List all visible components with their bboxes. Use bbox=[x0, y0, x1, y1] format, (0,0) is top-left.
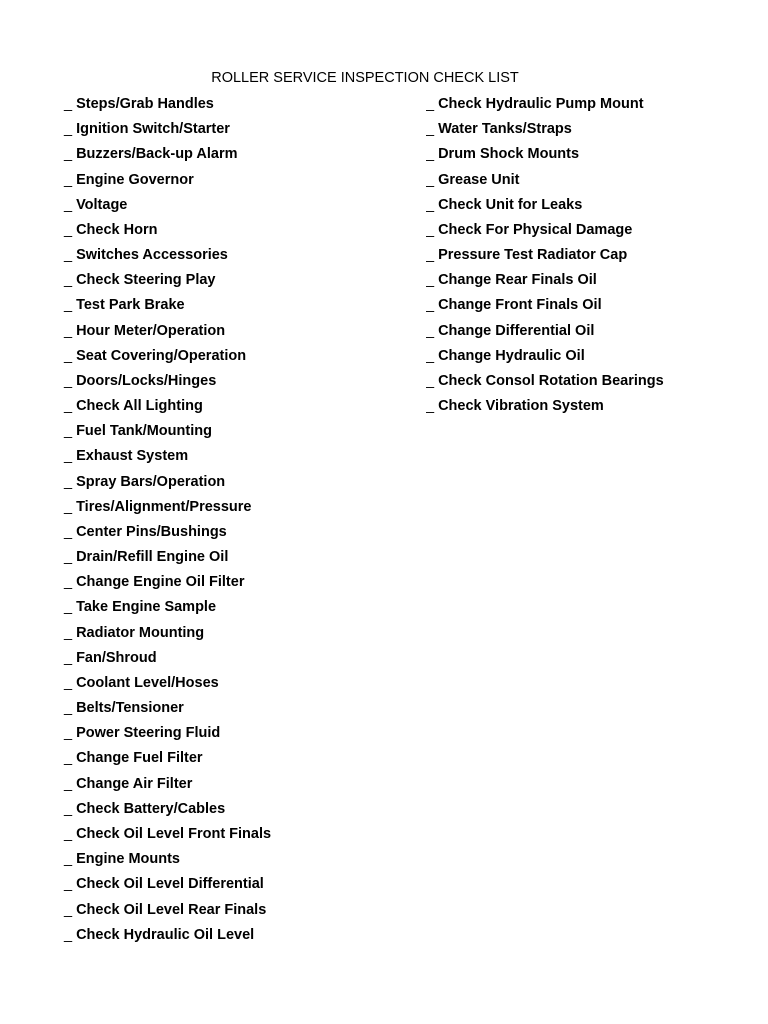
checkbox-blank[interactable]: _ bbox=[426, 297, 435, 314]
checklist-item-label: Check Steering Play bbox=[76, 272, 216, 289]
checklist-item-label: Check Oil Level Differential bbox=[76, 876, 264, 893]
checklist-item-label: Engine Mounts bbox=[76, 851, 180, 868]
checklist-item-label: Doors/Locks/Hinges bbox=[76, 372, 217, 389]
checklist-item bbox=[426, 271, 668, 296]
checklist-item bbox=[426, 397, 668, 422]
checkbox-blank[interactable]: _ bbox=[64, 96, 73, 112]
checklist-item bbox=[426, 196, 668, 221]
checklist-item-label: Engine Governor bbox=[76, 171, 194, 188]
checkbox-blank[interactable]: _ bbox=[426, 171, 435, 188]
checkbox-blank[interactable]: _ bbox=[64, 171, 73, 188]
checklist-item-label: Pressure Test Radiator Cap bbox=[438, 247, 628, 264]
left-checklist bbox=[64, 95, 394, 951]
checklist-item-label: Change Fuel Filter bbox=[76, 750, 203, 767]
checklist-item-label: Voltage bbox=[76, 196, 128, 213]
checkbox-blank[interactable]: _ bbox=[64, 674, 73, 691]
checklist-item-label: Check All Lighting bbox=[76, 398, 203, 415]
checklist-item-label: Check Horn bbox=[76, 221, 158, 238]
checkbox-blank[interactable]: _ bbox=[64, 297, 73, 314]
checklist-item-label: Change Hydraulic Oil bbox=[438, 347, 585, 364]
checklist-item bbox=[64, 322, 394, 347]
checkbox-blank[interactable]: _ bbox=[64, 448, 73, 465]
checkbox-blank[interactable]: _ bbox=[64, 725, 73, 742]
checklist-item bbox=[64, 296, 394, 321]
checklist-item bbox=[64, 271, 394, 296]
checkbox-blank[interactable]: _ bbox=[64, 649, 73, 666]
checkbox-blank[interactable]: _ bbox=[64, 851, 73, 868]
checklist-item-label: Check Oil Level Front Finals bbox=[76, 825, 272, 842]
checklist-item-label: Drain/Refill Engine Oil bbox=[76, 549, 229, 566]
checklist-item-label: Switches Accessories bbox=[76, 247, 228, 264]
checklist-item bbox=[64, 397, 394, 422]
checklist-item bbox=[64, 724, 394, 749]
checkbox-blank[interactable]: _ bbox=[426, 347, 435, 364]
checkbox-blank[interactable]: _ bbox=[64, 146, 73, 163]
checklist-item-label: Belts/Tensioner bbox=[76, 700, 184, 717]
checkbox-blank[interactable]: _ bbox=[64, 121, 73, 138]
checklist-item-label: Check For Physical Damage bbox=[438, 221, 633, 238]
checkbox-blank[interactable]: _ bbox=[64, 347, 73, 364]
checklist-item-label: Change Air Filter bbox=[76, 775, 193, 792]
checklist-item-label: Grease Unit bbox=[438, 171, 520, 188]
checkbox-blank[interactable]: _ bbox=[64, 825, 73, 842]
checklist-item-label: Seat Covering/Operation bbox=[76, 347, 247, 364]
checklist-item-label: Fan/Shroud bbox=[76, 649, 157, 666]
checkbox-blank[interactable]: _ bbox=[64, 574, 73, 591]
checklist-item-label: Steps/Grab Handles bbox=[76, 96, 214, 112]
checklist-item-label: Check Battery/Cables bbox=[76, 800, 226, 817]
checklist-item-label: Water Tanks/Straps bbox=[438, 121, 572, 138]
checklist-item bbox=[426, 145, 668, 170]
checklist-item bbox=[64, 825, 394, 850]
checklist-item-label: Fuel Tank/Mounting bbox=[76, 423, 212, 440]
checklist-item bbox=[64, 372, 394, 397]
checkbox-blank[interactable]: _ bbox=[64, 523, 73, 540]
checklist-item bbox=[64, 699, 394, 724]
checklist-item-label: Take Engine Sample bbox=[76, 599, 217, 616]
checklist-item bbox=[426, 372, 668, 397]
checklist-item-label: Buzzers/Back-up Alarm bbox=[76, 146, 238, 163]
checklist-item bbox=[64, 447, 394, 472]
checklist-item bbox=[426, 120, 668, 145]
checklist-item-label: Spray Bars/Operation bbox=[76, 473, 226, 490]
checkbox-blank[interactable]: _ bbox=[64, 624, 73, 641]
checkbox-blank[interactable]: _ bbox=[64, 398, 73, 415]
right-checklist bbox=[426, 95, 668, 422]
checkbox-blank[interactable]: _ bbox=[64, 750, 73, 767]
checkbox-blank[interactable]: _ bbox=[64, 473, 73, 490]
checklist-item bbox=[426, 171, 668, 196]
checklist-item-label: Drum Shock Mounts bbox=[438, 146, 580, 163]
checkbox-blank[interactable]: _ bbox=[426, 96, 435, 112]
checklist-item-label: Power Steering Fluid bbox=[76, 725, 221, 742]
checklist-item bbox=[64, 196, 394, 221]
checkbox-blank[interactable]: _ bbox=[64, 800, 73, 817]
checklist-item bbox=[64, 573, 394, 598]
checklist-item bbox=[64, 775, 394, 800]
checkbox-blank[interactable]: _ bbox=[64, 423, 73, 440]
checklist-item-label: Check Consol Rotation Bearings bbox=[438, 372, 664, 389]
checkbox-blank[interactable]: _ bbox=[64, 221, 73, 238]
checklist-item bbox=[64, 749, 394, 774]
checklist-item-label: Coolant Level/Hoses bbox=[76, 674, 219, 691]
checkbox-blank[interactable]: _ bbox=[426, 372, 435, 389]
checklist-item bbox=[64, 422, 394, 447]
checklist-item-label: Center Pins/Bushings bbox=[76, 523, 227, 540]
checklist-item bbox=[426, 322, 668, 347]
checkbox-blank[interactable]: _ bbox=[64, 196, 73, 213]
checklist-item bbox=[64, 523, 394, 548]
checklist-item bbox=[64, 473, 394, 498]
checkbox-blank[interactable]: _ bbox=[64, 247, 73, 264]
checkbox-blank[interactable]: _ bbox=[426, 247, 435, 264]
checklist-item-label: Change Front Finals Oil bbox=[438, 297, 602, 314]
checkbox-blank[interactable]: _ bbox=[426, 146, 435, 163]
checklist-item bbox=[64, 800, 394, 825]
checklist-item bbox=[426, 221, 668, 246]
checklist-item-label: Change Rear Finals Oil bbox=[438, 272, 597, 289]
checkbox-blank[interactable]: _ bbox=[64, 775, 73, 792]
checklist-item bbox=[64, 926, 394, 951]
checklist-item bbox=[64, 171, 394, 196]
checklist-item bbox=[64, 498, 394, 523]
checkbox-blank[interactable]: _ bbox=[64, 498, 73, 515]
checklist-item bbox=[64, 95, 394, 120]
checklist-item bbox=[426, 347, 668, 372]
checklist-item-label: Exhaust System bbox=[76, 448, 189, 465]
checklist-item-label: Ignition Switch/Starter bbox=[76, 121, 230, 138]
checklist-item-label: Check Oil Level Rear Finals bbox=[76, 901, 267, 918]
page-title: ROLLER SERVICE INSPECTION CHECK LIST bbox=[211, 70, 519, 86]
checklist-item bbox=[64, 246, 394, 271]
checkbox-blank[interactable]: _ bbox=[64, 322, 73, 339]
checkbox-blank[interactable]: _ bbox=[426, 221, 435, 238]
checklist-item bbox=[426, 296, 668, 321]
checklist-item bbox=[64, 875, 394, 900]
checklist-item bbox=[64, 347, 394, 372]
checklist-item bbox=[64, 649, 394, 674]
checklist-item-label: Tires/Alignment/Pressure bbox=[76, 498, 252, 515]
checklist-item bbox=[426, 95, 668, 120]
checklist-item-label: Hour Meter/Operation bbox=[76, 322, 226, 339]
checklist-item bbox=[64, 901, 394, 926]
checklist-item bbox=[64, 598, 394, 623]
checklist-item-label: Check Vibration System bbox=[438, 398, 604, 415]
checkbox-blank[interactable]: _ bbox=[64, 700, 73, 717]
checklist-item bbox=[64, 624, 394, 649]
checklist-item bbox=[64, 120, 394, 145]
checklist-item bbox=[64, 145, 394, 170]
checkbox-blank[interactable]: _ bbox=[426, 272, 435, 289]
checklist-item-label: Change Engine Oil Filter bbox=[76, 574, 245, 591]
checkbox-blank[interactable]: _ bbox=[64, 901, 73, 918]
checkbox-blank[interactable]: _ bbox=[64, 599, 73, 616]
checkbox-blank[interactable]: _ bbox=[64, 372, 73, 389]
checkbox-blank[interactable]: _ bbox=[64, 549, 73, 566]
checkbox-blank[interactable]: _ bbox=[426, 121, 435, 138]
checkbox-blank[interactable]: _ bbox=[64, 876, 73, 893]
checkbox-blank[interactable]: _ bbox=[426, 196, 435, 213]
checkbox-blank[interactable]: _ bbox=[426, 322, 435, 339]
checklist-item-label: Check Hydraulic Oil Level bbox=[76, 926, 255, 943]
checklist-item bbox=[64, 548, 394, 573]
checklist-item-label: Test Park Brake bbox=[76, 297, 185, 314]
checkbox-blank[interactable]: _ bbox=[426, 398, 435, 415]
checkbox-blank[interactable]: _ bbox=[64, 272, 73, 289]
checklist-item-label: Check Unit for Leaks bbox=[438, 196, 583, 213]
checklist-item-label: Check Hydraulic Pump Mount bbox=[438, 96, 644, 112]
checklist-item bbox=[64, 850, 394, 875]
checkbox-blank[interactable]: _ bbox=[64, 926, 73, 943]
checklist-item bbox=[426, 246, 668, 271]
checklist-item-label: Radiator Mounting bbox=[76, 624, 205, 641]
checklist-item bbox=[64, 674, 394, 699]
checklist-item-label: Change Differential Oil bbox=[438, 322, 595, 339]
checklist-item bbox=[64, 221, 394, 246]
